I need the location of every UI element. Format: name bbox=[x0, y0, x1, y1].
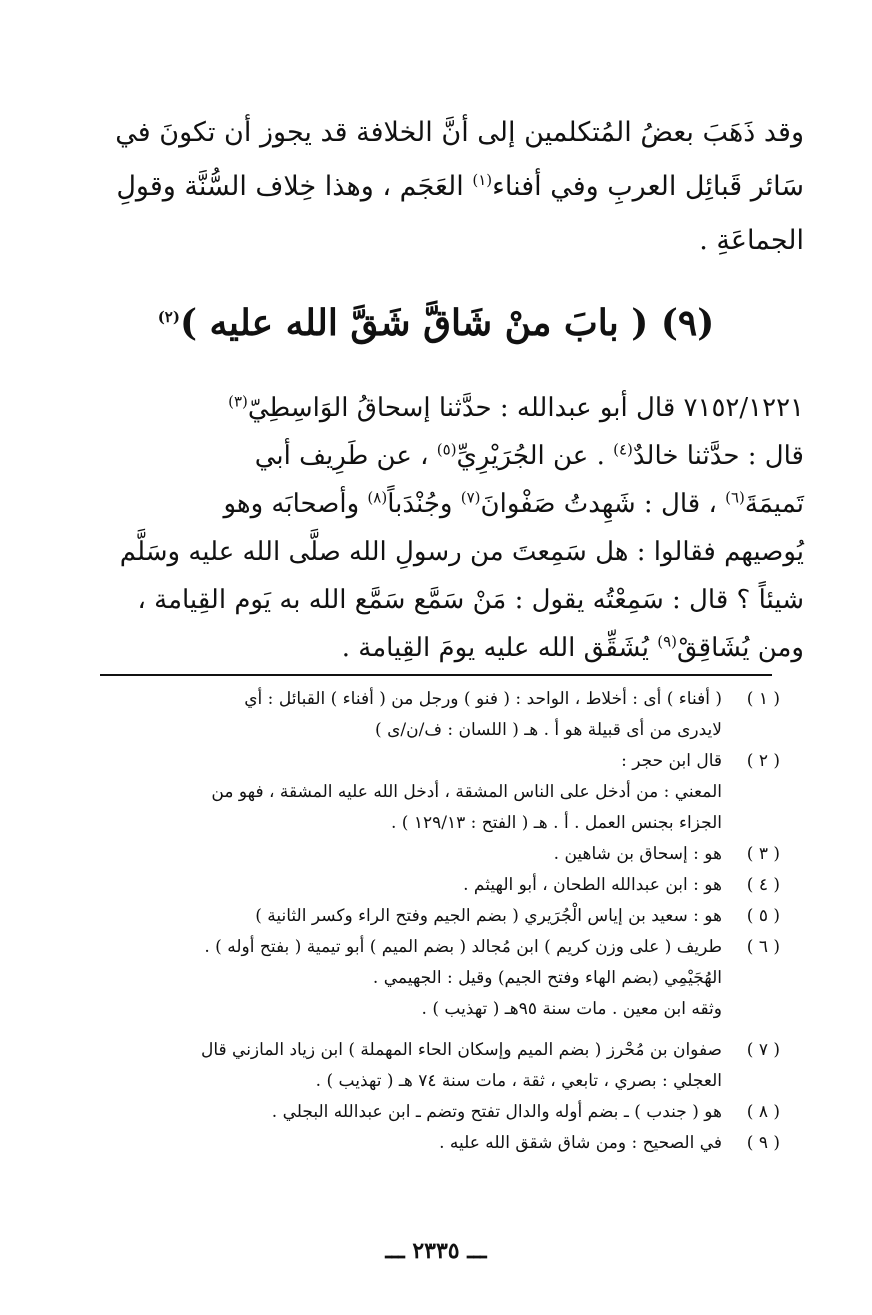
footnote-ref: (٨) bbox=[367, 488, 388, 507]
hadith-line: ٧١٥٢/١٢٢١ قال أبو عبدالله : حدَّثنا إسحاقُ الوَاسِطِيّ$^{(٣)}$ bbox=[228, 392, 804, 423]
footnotes bbox=[100, 684, 780, 1159]
footnote-number: ( ٩ ) bbox=[746, 1133, 780, 1153]
footnote-text: هو ( جندب ) ـ بضم أوله والدال تفتح وتضم ـ ابن عبدالله البجلي . bbox=[271, 1102, 722, 1122]
intro-line: سَائر قَبائِل العربِ وفي أفناء$^{(١)}$ العَجَم ، وهذا خِلاف السُّنَّة وقولِ bbox=[116, 171, 804, 202]
footnote-item bbox=[100, 839, 780, 870]
footnote-text: طريف ( على وزن كريم ) ابن مُجالد ( بضم الميم ) أبو تيمية ( بفتح أوله ) . الهُجَيْمِي (بضم الهاء وفتح الجيم) وقيل : الجهيمي . وثقه ابن معين . مات سنة ٩٥هـ ( تهذيب ) . bbox=[204, 937, 722, 1019]
footnote-item bbox=[100, 870, 780, 901]
hadith-line: يُوصيهم فقالوا : هل سَمِعتَ من رسولِ الله صلَّى الله عليه وسَلَّم bbox=[119, 537, 804, 567]
footnote-item bbox=[100, 932, 780, 1025]
footnote-text: هو : إسحاق بن شاهين . bbox=[553, 844, 722, 864]
footnote-text: ( أفناء ) أى : أخلاط ، الواحد : ( فنو ) ورجل من ( أفناء ) القبائل : أي لايدرى من أى قبيلة هو أ . هـ ( اللسان : ف/ن/ى ) bbox=[244, 689, 722, 740]
hadith-line: قال : حدَّثنا خالدٌ$^{(٤)}$ . عن الجُرَيْرِيِّ$^{(٥)}$ ، عن طَرِيف أبي bbox=[254, 440, 804, 471]
footnote-number: ( ٢ ) bbox=[746, 751, 780, 771]
footnote-item bbox=[100, 901, 780, 932]
footnote-text: هو : ابن عبدالله الطحان ، أبو الهيثم . bbox=[463, 875, 722, 895]
footnote-number: ( ٤ ) bbox=[746, 875, 780, 895]
hadith-line: ومن يُشَاقِقْ$^{(٩)}$ يُشَقِّق الله عليه يومَ القِيامة . bbox=[341, 632, 804, 663]
hadith-paragraph bbox=[102, 384, 804, 672]
footnote-item bbox=[100, 1097, 780, 1128]
footnote-text: هو : سعيد بن إياس الْجُرَيري ( بضم الجيم وفتح الراء وكسر الثانية ) bbox=[255, 906, 722, 926]
footnote-ref: (٦) bbox=[725, 488, 745, 507]
footnote-ref: (٤) bbox=[613, 440, 633, 459]
footnote-number: ( ٨ ) bbox=[746, 1102, 780, 1122]
intro-paragraph bbox=[102, 106, 804, 268]
footnote-ref: (٩) bbox=[657, 632, 677, 651]
footnote-ref: (٣) bbox=[228, 392, 248, 411]
footnote-number: ( ٥ ) bbox=[746, 906, 780, 926]
hadith-line: تَميمَةَ$^{(٦)}$ ، قال : شَهِدتُ صَفْوانَ$^{(٧)}$ وجُنْدَباً$^{(٨)}$ وأصحابَه وهو bbox=[223, 488, 804, 519]
intro-line: وقد ذَهَبَ بعضُ المُتكلمين إلى أنَّ الخلافة قد يجوز أن تكونَ في bbox=[115, 117, 804, 148]
chapter-heading bbox=[0, 302, 872, 344]
footnote-item bbox=[100, 684, 780, 746]
footnote-number: ( ٧ ) bbox=[746, 1040, 780, 1060]
footnote-item bbox=[100, 1128, 780, 1159]
footnote-number: ( ٣ ) bbox=[746, 844, 780, 864]
footnote-ref: (٢) bbox=[157, 308, 180, 326]
page-number: ـــ ٢٣٣٥ ـــ bbox=[385, 1238, 487, 1264]
intro-line: الجماعَةِ . bbox=[699, 225, 804, 256]
footnote-ref: (٥) bbox=[436, 440, 457, 459]
footnote-item bbox=[100, 746, 780, 839]
footnote-text: صفوان بن مُحْرز ( بضم الميم وإسكان الحاء المهملة ) ابن زياد المازني قال العجلي : بصري ، تابعي ، ثقة ، مات سنة ٧٤ هـ ( تهذيب ) . bbox=[200, 1040, 722, 1091]
hadith-line: شيئاً ؟ قال : سَمِعْتُه يقول : مَنْ سَمَّع سَمَّع الله به يَوم القِيامة ، bbox=[137, 585, 804, 615]
footnote-ref: (١) bbox=[472, 171, 493, 189]
footnote-item bbox=[100, 1035, 780, 1097]
footnote-ref: (٧) bbox=[460, 488, 481, 507]
footnote-separator bbox=[100, 674, 772, 676]
chapter-title: (٩) ( بابَ منْ شَاقَّ شَقَّ الله عليه ) bbox=[179, 302, 715, 344]
footnote-number: ( ٦ ) bbox=[746, 937, 780, 957]
footnote-text: في الصحيح : ومن شاق شقق الله عليه . bbox=[439, 1133, 722, 1153]
footnote-number: ( ١ ) bbox=[746, 689, 780, 709]
footnote-text: قال ابن حجر : المعني : من أدخل على الناس المشقة ، أدخل الله عليه المشقة ، فهو من الجزاء بجنس العمل . أ . هـ ( الفتح : ١٢٩/١٣ ) . bbox=[211, 751, 722, 833]
